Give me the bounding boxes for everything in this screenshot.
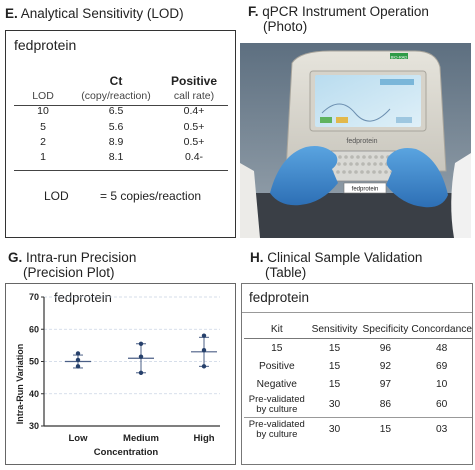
table-header-row	[244, 320, 472, 339]
panel-h-brand: fedprotein	[249, 290, 310, 305]
panel-g-title-line1: Intra-run Precision	[26, 250, 137, 265]
concordance-cell: 03	[411, 418, 472, 443]
concordance-cell: 69	[436, 360, 448, 372]
sensitivity-cell: 30	[328, 399, 341, 410]
lod-table-subheader	[14, 88, 228, 103]
x-tick-label: Low	[68, 433, 88, 444]
table-row	[244, 339, 472, 358]
kit-cell: Negative	[256, 378, 297, 390]
kit-header: Kit	[244, 320, 310, 339]
data-point	[76, 364, 80, 368]
lod-cell: 5	[40, 120, 46, 133]
positive-cell: 0.5+	[183, 135, 205, 148]
kit-cell-line2: by culture	[256, 429, 298, 440]
kit-cell: Positive	[258, 360, 295, 372]
lod-footer-value: = 5 copies/reaction	[100, 189, 202, 203]
concordance-cell: 60	[436, 399, 448, 410]
panel-f-title-line2: (Photo)	[263, 19, 308, 34]
panel-e-box	[5, 30, 236, 238]
concordance-cell: 48	[436, 342, 448, 354]
x-tick-label: Medium	[123, 433, 159, 444]
table-row	[244, 357, 472, 375]
lod-subheader: LOD	[32, 89, 54, 102]
data-point	[139, 354, 143, 358]
sensitivity-cell: 15	[328, 360, 341, 372]
screen-logo: BIO-RAD	[390, 54, 408, 60]
qpcr-instrument-photo	[240, 43, 471, 238]
specificity-header: Specificity	[359, 320, 411, 339]
lod-header-empty	[14, 73, 72, 88]
specificity-cell: 15	[359, 418, 411, 443]
x-axis-label: Concentration	[93, 447, 159, 458]
x-tick-label: High	[193, 433, 215, 444]
specificity-cell: 92	[379, 360, 392, 372]
sensitivity-cell: 15	[328, 342, 341, 354]
lod-table-header	[14, 73, 228, 88]
ct-cell: 8.9	[108, 135, 124, 148]
ct-header: Ct	[109, 73, 123, 88]
header-rule	[14, 105, 228, 106]
data-point	[202, 334, 206, 338]
specificity-cell: 96	[379, 342, 392, 354]
data-point	[202, 348, 206, 352]
table-row	[14, 134, 228, 149]
table-row	[244, 375, 472, 393]
panel-f-title-line1: qPCR Instrument Operation	[262, 4, 429, 19]
panel-g-letter: G.	[8, 250, 23, 265]
clinical-validation-table	[244, 320, 472, 442]
y-tick-label: 50	[28, 356, 39, 367]
device-brand: fedprotein	[346, 138, 378, 145]
panel-h-box	[241, 283, 473, 465]
data-point	[139, 371, 143, 375]
panel-g-box	[5, 283, 236, 465]
y-tick-label: 70	[28, 292, 39, 302]
panel-h-title-line1: Clinical Sample Validation	[267, 250, 423, 265]
concordance-header: Concordance	[411, 320, 472, 339]
lod-table	[14, 73, 228, 164]
positive-cell: 0.5+	[183, 120, 205, 133]
data-point	[76, 351, 80, 355]
ct-subheader: (copy/reaction)	[81, 89, 151, 102]
ct-cell: 6.5	[108, 105, 124, 117]
lod-cell: 10	[37, 105, 49, 117]
y-axis-label: Intra-Run Variation	[15, 343, 25, 425]
positive-cell: 0.4+	[183, 105, 205, 117]
y-tick-label: 60	[28, 324, 39, 335]
sensitivity-cell: 30	[310, 418, 360, 443]
specificity-cell: 86	[379, 399, 392, 410]
table-row	[14, 149, 228, 164]
lod-cell: 2	[40, 135, 46, 148]
specificity-cell: 97	[379, 378, 392, 390]
table-row	[244, 418, 472, 443]
panel-h-letter: H.	[250, 250, 264, 265]
kit-cell: 15	[271, 342, 283, 354]
data-point	[139, 342, 143, 346]
panel-f-title	[248, 4, 429, 34]
precision-plot	[6, 284, 235, 464]
panel-e-title-text: Analytical Sensitivity (LOD)	[20, 6, 184, 21]
positive-cell: 0.4-	[184, 150, 204, 163]
y-tick-label: 30	[28, 421, 39, 431]
ct-cell: 8.1	[108, 150, 124, 163]
panel-g-title	[8, 250, 136, 280]
kit-cell-line1: Pre-validated	[248, 394, 305, 405]
qpcr-instrument-illustration	[240, 43, 471, 238]
table-row	[244, 393, 472, 418]
panel-h-top-rule	[242, 312, 472, 313]
panel-e-brand: fedprotein	[14, 37, 77, 53]
table-bottom-rule	[14, 170, 228, 171]
panel-f-letter: F.	[248, 4, 259, 19]
positive-header: Positive	[170, 73, 218, 88]
panel-e-letter: E.	[5, 6, 18, 21]
sensitivity-header: Sensitivity	[310, 320, 360, 339]
positive-subheader: call rate)	[173, 89, 215, 102]
lod-footer-label: LOD	[44, 189, 69, 203]
lod-cell: 1	[40, 150, 46, 163]
panel-g-title-line2: (Precision Plot)	[23, 265, 115, 280]
panel-g-brand: fedprotein	[54, 290, 112, 305]
sensitivity-cell: 15	[328, 378, 341, 390]
plate-label: fedprotein	[351, 186, 379, 193]
ct-cell: 5.6	[108, 120, 124, 133]
kit-cell-line1: Pre-validated	[248, 419, 305, 430]
kit-cell-line2: by culture	[256, 404, 298, 415]
concordance-cell: 10	[436, 378, 448, 390]
data-point	[76, 358, 80, 362]
kit-cell	[244, 418, 310, 443]
y-tick-label: 40	[28, 388, 39, 399]
panel-e-title	[5, 6, 184, 21]
kit-cell	[244, 393, 310, 418]
panel-h-title-line2: (Table)	[265, 265, 307, 280]
table-row	[14, 119, 228, 134]
data-point	[202, 364, 206, 368]
panel-h-title	[250, 250, 422, 280]
